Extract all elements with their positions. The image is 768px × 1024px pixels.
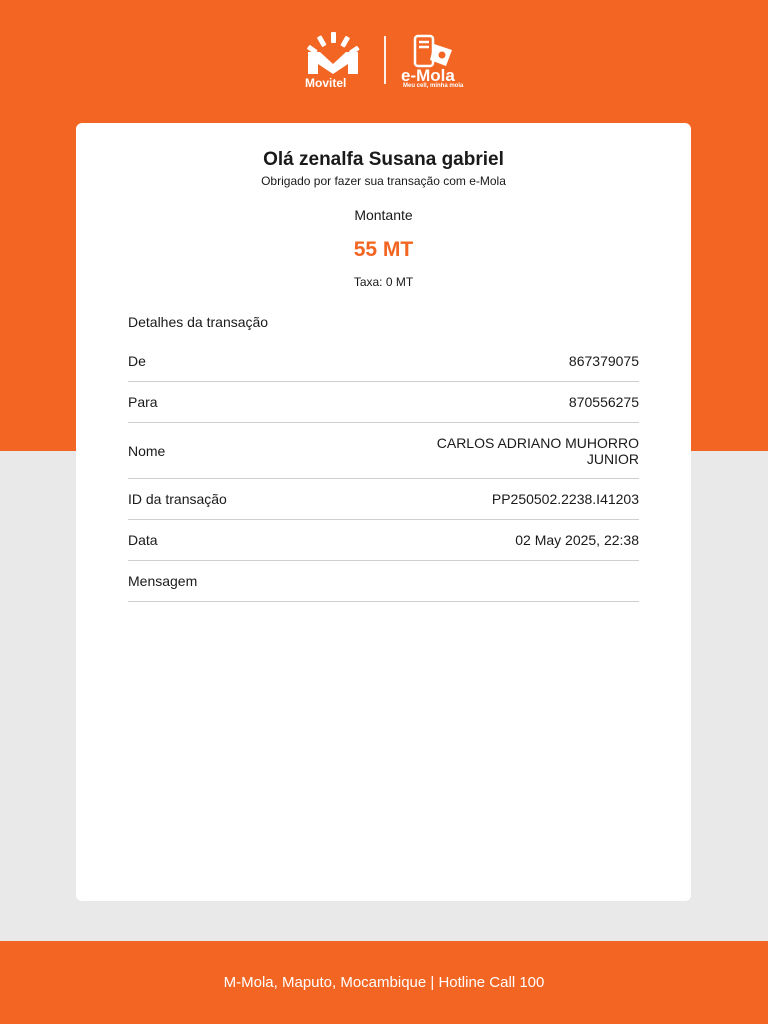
fee-text: Taxa: 0 MT (353, 275, 414, 289)
brand-logos (0, 28, 768, 94)
detail-row-to (128, 382, 639, 423)
footer (0, 941, 768, 1024)
detail-label: De (128, 353, 146, 369)
detail-value: 02 May 2025, 22:38 (515, 532, 639, 548)
detail-value: CARLOS ADRIANO MUHORRO JUNIOR (436, 434, 639, 467)
amount-value: 55 MT (353, 238, 414, 261)
receipt-card (76, 123, 691, 901)
detail-label: ID da transação (128, 491, 227, 507)
detail-value: PP250502.2238.I41203 (491, 491, 639, 507)
thank-you-subtitle: Obrigado por fazer sua transação com e-Mola (261, 174, 506, 188)
transaction-details (128, 341, 639, 602)
detail-value: 867379075 (568, 353, 639, 369)
detail-label: Para (128, 394, 158, 410)
emola-tagline: Meu cell, minha mola (403, 83, 464, 89)
greeting-title: Olá zenalfa Susana gabriel (263, 149, 504, 170)
detail-label: Nome (128, 442, 166, 459)
detail-label: Data (128, 532, 158, 548)
detail-value: 870556275 (568, 394, 639, 410)
detail-row-message (128, 561, 639, 602)
logo-divider (384, 36, 386, 84)
movitel-logo-text: Movitel (305, 76, 347, 90)
footer-text: M-Mola, Maputo, Mocambique | Hotline Call 100 (223, 974, 545, 991)
detail-row-date (128, 520, 639, 561)
emola-logo-text: e-Mola (401, 66, 455, 85)
detail-row-name (128, 423, 639, 479)
details-title: Detalhes da transação (128, 314, 269, 330)
detail-label: Mensagem (128, 573, 198, 589)
amount-label: Montante (354, 207, 413, 223)
detail-row-from (128, 341, 639, 382)
detail-row-transaction-id (128, 479, 639, 520)
